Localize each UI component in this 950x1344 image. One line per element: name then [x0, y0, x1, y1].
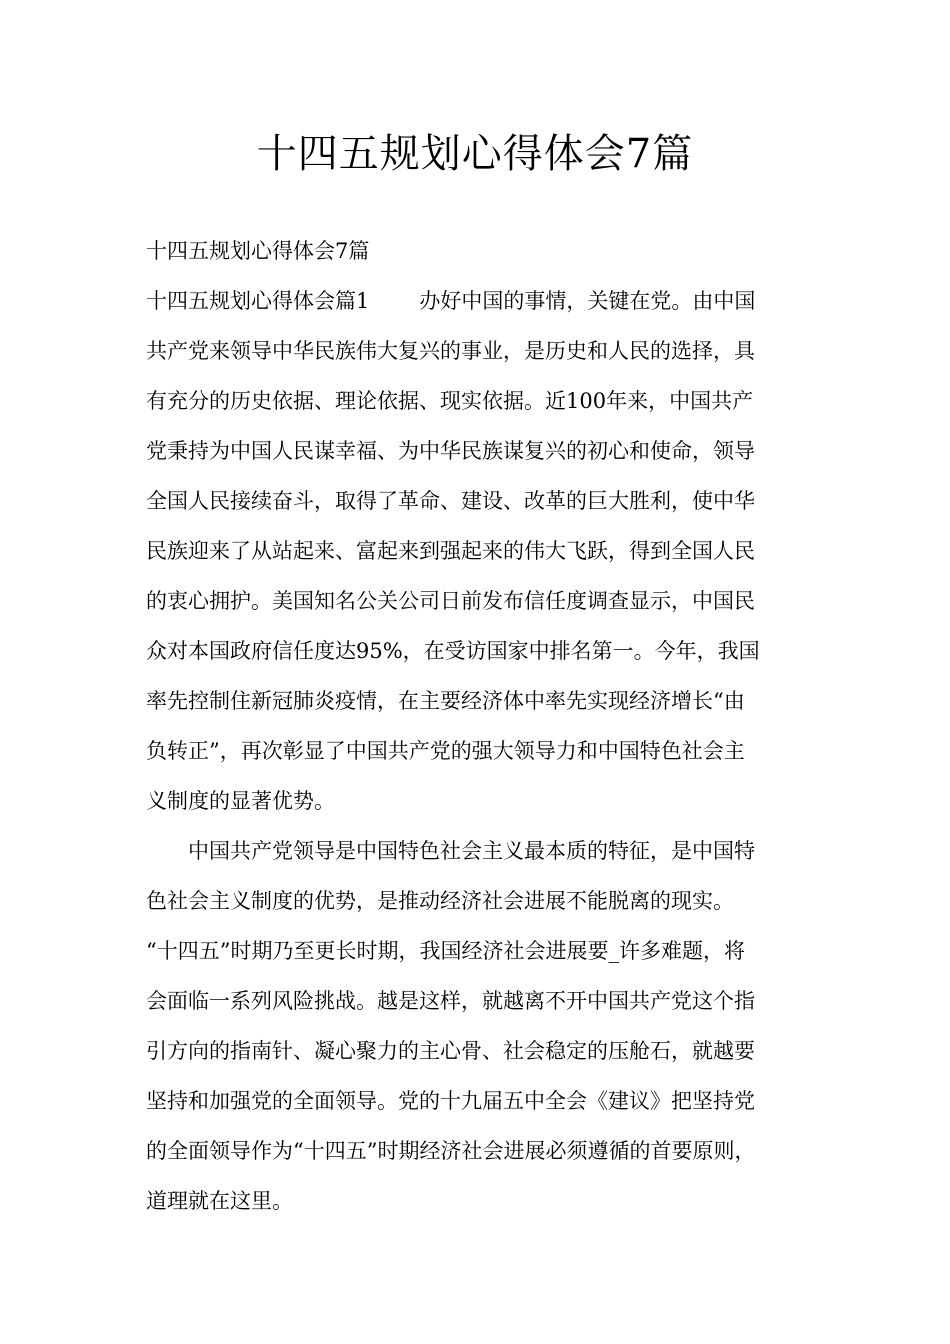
paragraph2-line-4: 会面临一系列风险挑战。越是这样，就越离不开中国共产党这个指 — [146, 989, 755, 1013]
document-subtitle: 十四五规划心得体会7篇 — [146, 239, 370, 263]
paragraph2-line-5: 引方向的指南针、凝心聚力的主心骨、社会稳定的压舱石，就越要 — [146, 1039, 755, 1063]
paragraph1-line-1-text: 办好中国的事情，关键在党。由中国 — [419, 289, 756, 313]
paragraph2-line-3: “十四五”时期乃至更长时期，我国经济社会进展要_许多难题，将 — [146, 939, 745, 963]
paragraph1-line-6: 民族迎来了从站起来、富起来到强起来的伟大飞跃，得到全国人民 — [146, 539, 755, 563]
paragraph1-line-3: 有充分的历史依据、理论依据、现实依据。近100年来，中国共产 — [146, 389, 754, 413]
paragraph1-line-10: 负转正”，再次彰显了中国共产党的强大领导力和中国特色社会主 — [146, 739, 745, 763]
paragraph1-line-5: 全国人民接续奋斗，取得了革命、建设、改革的巨大胜利，使中华 — [146, 489, 755, 513]
document-title: 十四五规划心得体会7篇 — [256, 131, 694, 177]
paragraph2-line-1: 中国共产党领导是中国特色社会主义最本质的特征，是中国特 — [188, 839, 755, 863]
paragraph2-line-8: 道理就在这里。 — [146, 1189, 293, 1213]
paragraph1-line-9: 率先控制住新冠肺炎疫情，在主要经济体中率先实现经济增长“由 — [146, 689, 745, 713]
paragraph1-line-7: 的衷心拥护。美国知名公关公司日前发布信任度调查显示，中国民 — [146, 589, 755, 613]
paragraph1-line-4: 党秉持为中国人民谋幸福、为中华民族谋复兴的初心和使命，领导 — [146, 439, 755, 463]
section-heading: 十四五规划心得体会篇1 — [146, 289, 370, 313]
paragraph1-line-8: 众对本国政府信任度达95%，在受访国家中排名第一。今年，我国 — [146, 639, 760, 663]
paragraph2-line-7: 的全面领导作为“十四五”时期经济社会进展必须遵循的首要原则， — [146, 1139, 756, 1163]
paragraph1-line-1 — [146, 286, 755, 316]
paragraph2-line-6: 坚持和加强党的全面领导。党的十九届五中全会《建议》把坚持党 — [146, 1089, 755, 1113]
paragraph1-line-2: 共产党来领导中华民族伟大复兴的事业，是历史和人民的选择，具 — [146, 339, 755, 363]
paragraph1-line-11: 义制度的显著优势。 — [146, 789, 335, 813]
paragraph2-line-2: 色社会主义制度的优势，是推动经济社会进展不能脱离的现实。 — [146, 889, 734, 913]
